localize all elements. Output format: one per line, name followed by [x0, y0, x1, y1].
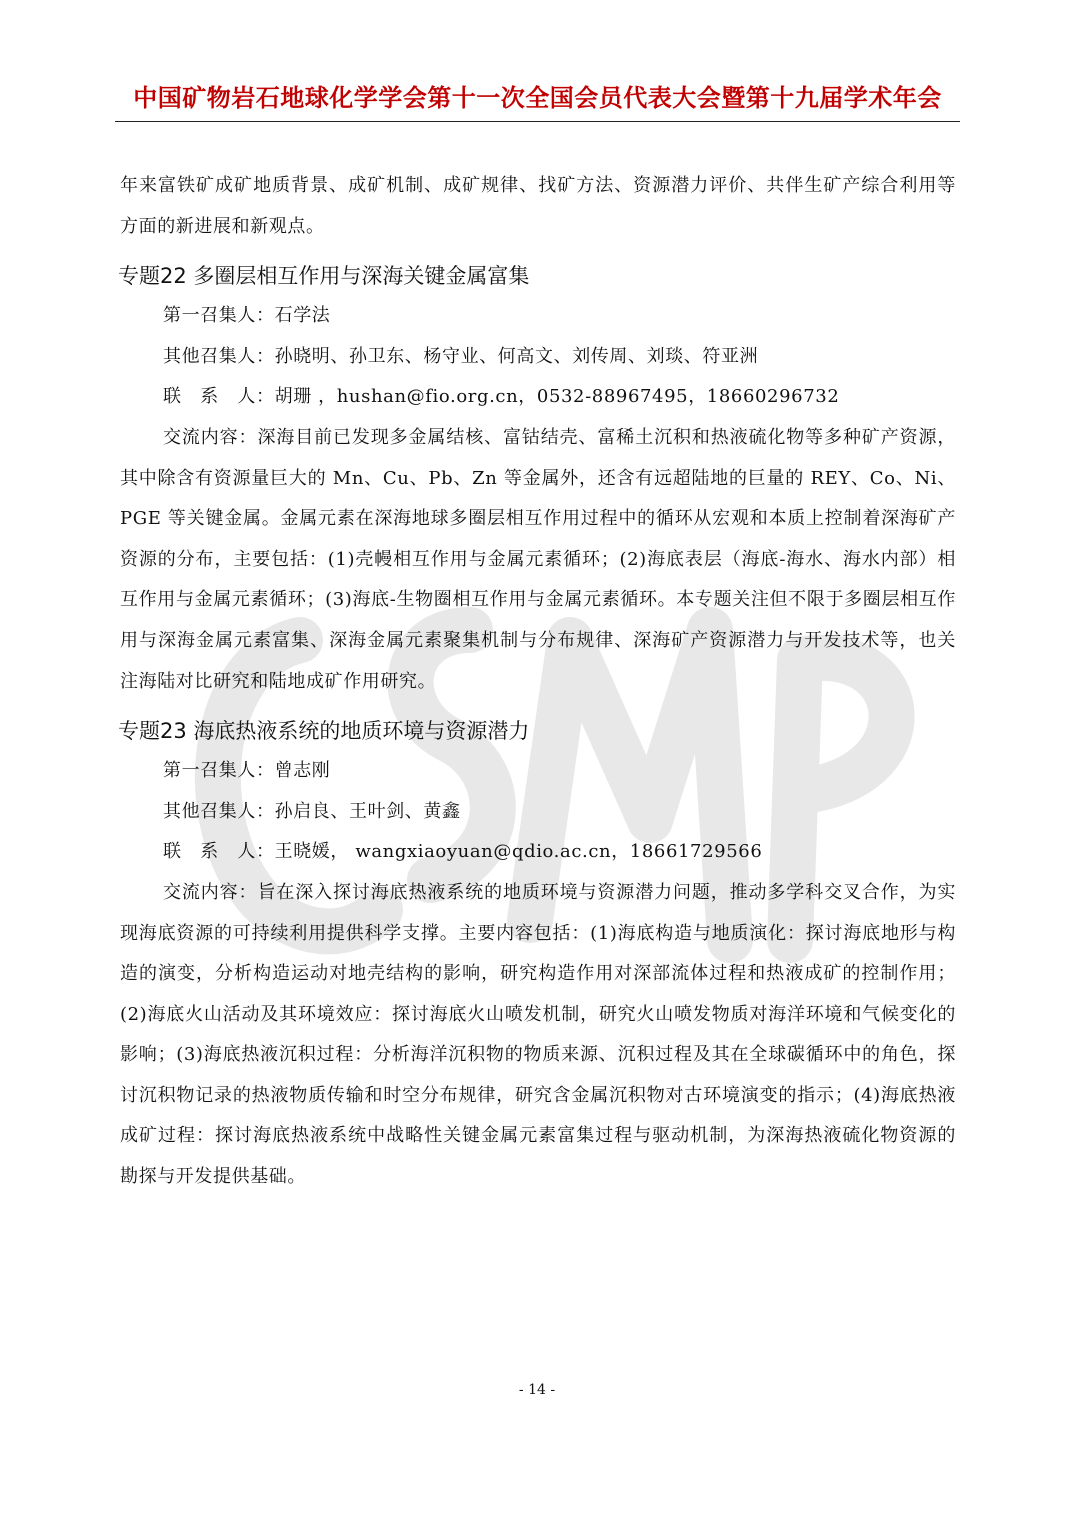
- topic-22-contact: [120, 377, 956, 418]
- page-number: - 14 -: [518, 1382, 556, 1398]
- topic-22-title: 专题22 多圈层相互作用与深海关键金属富集: [118, 264, 530, 289]
- topic-23-other-conveners: 其他召集人：孙启良、王叶剑、黄鑫: [163, 800, 461, 822]
- page-header-title: 中国矿物岩石地球化学学会第十一次全国会员代表大会暨第十九届学术年会: [133, 84, 942, 112]
- topic-22-contact-value: 胡珊 ，hushan@fio.org.cn，0532-88967495，18660296732: [274, 386, 840, 408]
- topic-23-contact: [120, 832, 956, 873]
- contact-label: 联 系 人：: [163, 386, 275, 408]
- contact-label: 联 系 人：: [163, 841, 275, 863]
- intro-paragraph: 年来富铁矿成矿地质背景、成矿机制、成矿规律、找矿方法、资源潜力评价、共伴生矿产综合利用等方面的新进展和新观点。: [120, 175, 956, 237]
- topic-22-other-conveners: 其他召集人：孙晓明、孙卫东、杨守业、何高文、刘传周、刘琰、符亚洲: [163, 345, 759, 367]
- topic-23-content: 交流内容：旨在深入探讨海底热液系统的地质环境与资源潜力问题，推动多学科交叉合作，为实现海底资源的可持续利用提供科学支撑。主要内容包括：(1)海底构造与地质演化：探讨海底地形与构造的演变，分析构造运动对地壳结构的影响，研究构造作用对深部流体过程和热液成矿的控制作用；(2)海底火山活动及其环境效应：探讨海底火山喷发机制，研究火山喷发物质对海洋环境和气候变化的影响；(3)海底热液沉积过程：分析海洋沉积物的物质来源、沉积过程及其在全球碳循环中的角色，探讨沉积物记录的热液物质传输和时空分布规律，研究含金属沉积物对古环境演变的指示；(4)海底热液成矿过程：探讨海底热液系统中战略性关键金属元素富集过程与驱动机制，为深海热液硫化物资源的勘探与开发提供基础。: [120, 881, 956, 1188]
- topic-23-first-convener: 第一召集人：曾志刚: [163, 760, 331, 782]
- topic-23-title: 专题23 海底热液系统的地质环境与资源潜力: [118, 719, 530, 744]
- header-divider: [115, 121, 960, 122]
- topic-22-content: 交流内容：深海目前已发现多金属结核、富钴结壳、富稀土沉积和热液硫化物等多种矿产资源，其中除含有资源量巨大的 Mn、Cu、Pb、Zn 等金属外，还含有远超陆地的巨量的 REY、Co、Ni、PGE 等关键金属。金属元素在深海地球多圈层相互作用过程中的循环从宏观和本质上控制着深海矿产资源的分布，主要包括：(1)壳幔相互作用与金属元素循环；(2)海底表层（海底-海水、海水内部）相互作用与金属元素循环；(3)海底-生物圈相互作用与金属元素循环。本专题关注但不限于多圈层相互作用与深海金属元素富集、深海金属元素聚集机制与分布规律、深海矿产资源潜力与开发技术等，也关注海陆对比研究和陆地成矿作用研究。: [120, 426, 956, 692]
- page-body: [120, 166, 956, 1198]
- topic-22-first-convener: 第一召集人：石学法: [163, 305, 331, 327]
- topic-23-contact-value: 王晓媛， wangxiaoyuan@qdio.ac.cn，18661729566: [274, 841, 763, 863]
